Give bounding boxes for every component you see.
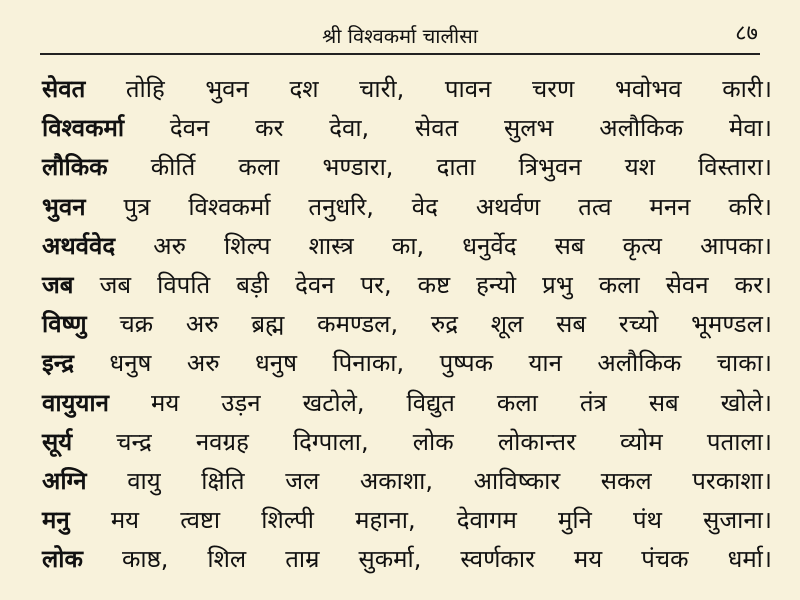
verse-text: वायु क्षिति जल अकाशा, आविष्कार सकल परकाशा। — [86, 466, 772, 495]
verse-lead: अग्नि — [42, 466, 87, 495]
verse-line — [42, 152, 772, 191]
verse-lead: विष्णु — [42, 310, 87, 339]
verse-line — [42, 388, 772, 427]
verse-line — [42, 192, 772, 231]
verse-text: धनुष अरु धनुष पिनाका, पुष्पक यान अलौकिक चाका। — [73, 349, 772, 378]
verse-text: अरु शिल्प शास्त्र का, धनुर्वेद सब कृत्य आपका। — [115, 231, 772, 260]
verse-line — [42, 309, 772, 348]
verse-lead: इन्द्र — [42, 349, 74, 378]
verse-text: काष्ठ, शिल ताम्र सुकर्मा, स्वर्णकार मय पंचक धर्मा। — [82, 545, 772, 574]
verse-line — [42, 270, 772, 309]
verse-lead: अथर्ववेद — [42, 231, 116, 260]
verse-lead: वायुयान — [42, 388, 109, 417]
verse-line — [42, 113, 772, 152]
verse-line — [42, 348, 772, 387]
verse-lead: लोक — [42, 545, 83, 574]
verse-line — [42, 231, 772, 270]
page-number: ८७ — [735, 21, 758, 46]
verse-line — [42, 427, 772, 466]
page-header — [40, 14, 760, 54]
verse-text: चक्र अरु ब्रह्म कमण्डल, रुद्र शूल सब रच्यो भूमण्डल। — [86, 310, 772, 339]
verse-lead: जब — [42, 270, 74, 299]
verse-lead: लौकिक — [42, 153, 108, 182]
verse-text: देवन कर देवा, सेवत सुलभ अलौकिक मेवा। — [124, 114, 772, 143]
verse-lead: सूर्य — [42, 427, 73, 456]
verse-lead: भुवन — [42, 192, 86, 221]
verse-text: मय त्वष्टा शिल्पी महाना, देवागम मुनि पंथ सुजाना। — [69, 506, 772, 535]
verse-text: पुत्र विश्वकर्मा तनुधरि, वेद अथर्वण तत्व मनन करि। — [85, 192, 772, 221]
verse-line — [42, 74, 772, 113]
verse-text: कीर्ति कला भण्डारा, दाता त्रिभुवन यश विस्तारा। — [107, 153, 772, 182]
verse-text: तोहि भुवन दश चारी, पावन चरण भवोभव कारी। — [85, 75, 772, 103]
verse-text: मय उड़न खटोले, विद्युत कला तंत्र सब खोले। — [108, 388, 772, 417]
header-rule — [40, 53, 760, 55]
verse-lead: सेवत — [42, 75, 86, 103]
verse-line — [42, 544, 772, 583]
verse-lead: मनु — [42, 506, 70, 535]
verse-line — [42, 466, 772, 505]
verse-list — [42, 74, 772, 583]
verse-text: जब विपति बड़ी देवन पर, कष्ट हन्यो प्रभु कला सेवन कर। — [73, 270, 772, 299]
page-title: श्री विश्वकर्मा चालीसा — [322, 24, 478, 48]
verse-lead: विश्वकर्मा — [42, 114, 125, 143]
verse-line — [42, 505, 772, 544]
verse-text: चन्द्र नवग्रह दिग्पाला, लोक लोकान्तर व्योम पताला। — [72, 427, 772, 456]
